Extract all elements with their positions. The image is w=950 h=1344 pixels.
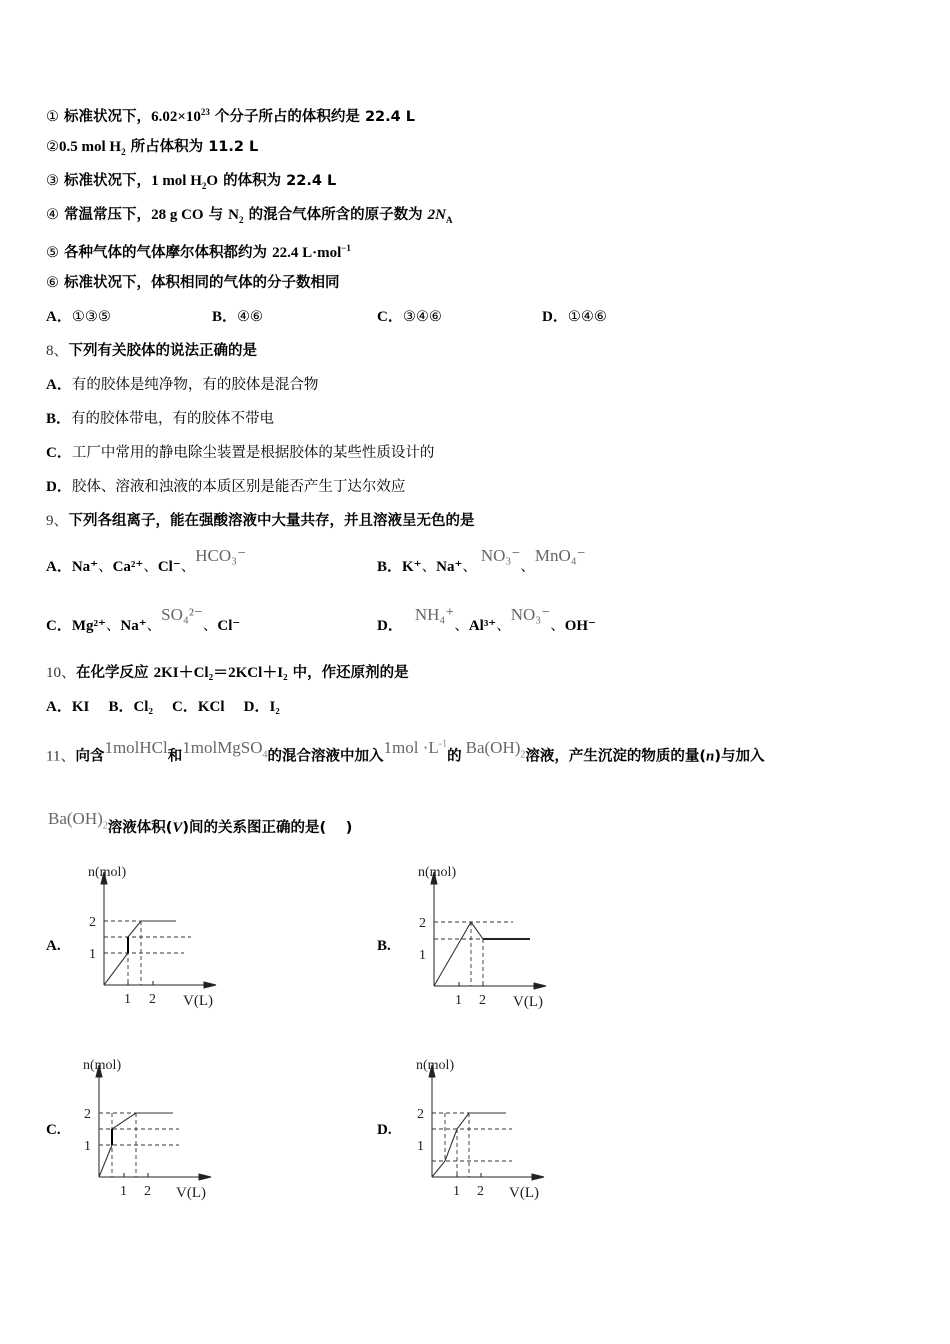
chart-a bbox=[80, 862, 230, 1012]
svg-text:2: 2 bbox=[144, 1184, 151, 1199]
q9-option-c[interactable]: C．Mg²⁺、Na⁺、SO₄²⁻、Cl⁻ bbox=[46, 605, 241, 634]
q10-option-a[interactable]: A．KI bbox=[46, 699, 90, 715]
q7-option-a[interactable]: A．①③⑤ bbox=[46, 309, 111, 325]
chart-a-label[interactable]: A. bbox=[46, 938, 61, 954]
q7-option-d[interactable]: D．①④⑥ bbox=[542, 309, 607, 325]
svg-text:2: 2 bbox=[477, 1184, 484, 1199]
svg-text:V(L): V(L) bbox=[176, 1185, 206, 1201]
svg-text:1: 1 bbox=[455, 993, 462, 1008]
y-axis-label: n(mol) bbox=[88, 865, 127, 880]
chart-c bbox=[75, 1055, 225, 1205]
q10-stem: 10、在化学反应 2KI＋Cl₂＝2KCl＋I₂ 中，作还原剂的是 bbox=[46, 665, 409, 681]
q8-option-c[interactable]: C．工厂中常用的静电除尘装置是根据胶体的某些性质设计的 bbox=[46, 445, 435, 461]
q9-stem: 9、下列各组离子，能在强酸溶液中大量共存，并且溶液呈无色的是 bbox=[46, 513, 475, 529]
statement-3: ③ 标准状况下，1 mol $H_2O$ 的体积为 22.4 L bbox=[46, 173, 337, 191]
q8-option-a[interactable]: A．有的胶体是纯净物，有的胶体是混合物 bbox=[46, 377, 319, 393]
q8-option-d[interactable]: D．胶体、溶液和浊液的本质区别是能否产生丁达尔效应 bbox=[46, 479, 406, 495]
q10-option-d[interactable]: D．I₂ bbox=[243, 699, 280, 715]
svg-text:V(L): V(L) bbox=[513, 994, 543, 1010]
chart-d bbox=[408, 1055, 558, 1205]
q9-option-d[interactable]: D．NH₄⁺、Al³⁺、NO₃⁻、OH⁻ bbox=[377, 605, 596, 634]
svg-text:1: 1 bbox=[89, 947, 96, 962]
svg-text:1: 1 bbox=[419, 948, 426, 963]
q9-option-b[interactable]: B．K⁺、Na⁺、NO₃⁻、MnO₄⁻ bbox=[377, 546, 586, 575]
svg-text:2: 2 bbox=[84, 1107, 91, 1122]
svg-text:1: 1 bbox=[417, 1139, 424, 1154]
q9-option-a[interactable]: A．Na⁺、Ca²⁺、Cl⁻、HCO₃⁻ bbox=[46, 546, 247, 575]
svg-text:1: 1 bbox=[124, 992, 131, 1007]
svg-text:2: 2 bbox=[149, 992, 156, 1007]
q10-options bbox=[46, 696, 280, 717]
svg-text:n(mol): n(mol) bbox=[83, 1058, 122, 1073]
svg-text:n(mol): n(mol) bbox=[418, 865, 457, 880]
q10-option-c[interactable]: C．KCl bbox=[172, 699, 225, 715]
q10-option-b[interactable]: B．Cl₂ bbox=[108, 699, 153, 715]
svg-text:2: 2 bbox=[417, 1107, 424, 1122]
statement-1: ① 标准状况下，$6.02\times 10^{23}$ 个分子所占的体积约是 22.4 L bbox=[46, 107, 416, 125]
svg-text:1: 1 bbox=[453, 1184, 460, 1199]
q11-stem-line1: 11、向含1molHCl和1molMgSO$_4$的混合溶液中加入$1mol \cdot L^{-1}$的 $Ba(OH)_2$溶液，产生沉淀的物质的量(n)与加入 bbox=[46, 737, 765, 765]
q8-option-b[interactable]: B．有的胶体带电，有的胶体不带电 bbox=[46, 411, 275, 427]
chart-b-label[interactable]: B. bbox=[377, 938, 391, 954]
svg-text:2: 2 bbox=[89, 915, 96, 930]
statement-5: ⑤ 各种气体的气体摩尔体积都约为 22.4 L·mol$^{-1}$ bbox=[46, 243, 351, 261]
svg-text:n(mol): n(mol) bbox=[416, 1058, 455, 1073]
svg-text:1: 1 bbox=[120, 1184, 127, 1199]
svg-text:2: 2 bbox=[419, 916, 426, 931]
q11-stem-line2: $Ba(OH)_2$溶液体积(V)间的关系图正确的是( ) bbox=[48, 809, 353, 836]
x-axis-label: V(L) bbox=[183, 993, 213, 1009]
chart-c-label[interactable]: C. bbox=[46, 1122, 61, 1138]
svg-text:2: 2 bbox=[479, 993, 486, 1008]
chart-d-label[interactable]: D. bbox=[377, 1122, 392, 1138]
statement-6: ⑥ 标准状况下，体积相同的气体的分子数相同 bbox=[46, 275, 340, 291]
statement-2: ②0.5 mol $H_2$ 所占体积为 11.2 L bbox=[46, 139, 259, 157]
svg-text:V(L): V(L) bbox=[509, 1185, 539, 1201]
q8-stem: 8、下列有关胶体的说法正确的是 bbox=[46, 343, 258, 359]
chart-b bbox=[410, 862, 560, 1012]
q7-option-b[interactable]: B．④⑥ bbox=[212, 309, 264, 325]
statement-4: ④ 常温常压下，28 g CO 与 $N_2$ 的混合气体所含的原子数为 $2N_A$ bbox=[46, 207, 453, 225]
q7-option-c[interactable]: C．③④⑥ bbox=[377, 309, 442, 325]
svg-text:1: 1 bbox=[84, 1139, 91, 1154]
